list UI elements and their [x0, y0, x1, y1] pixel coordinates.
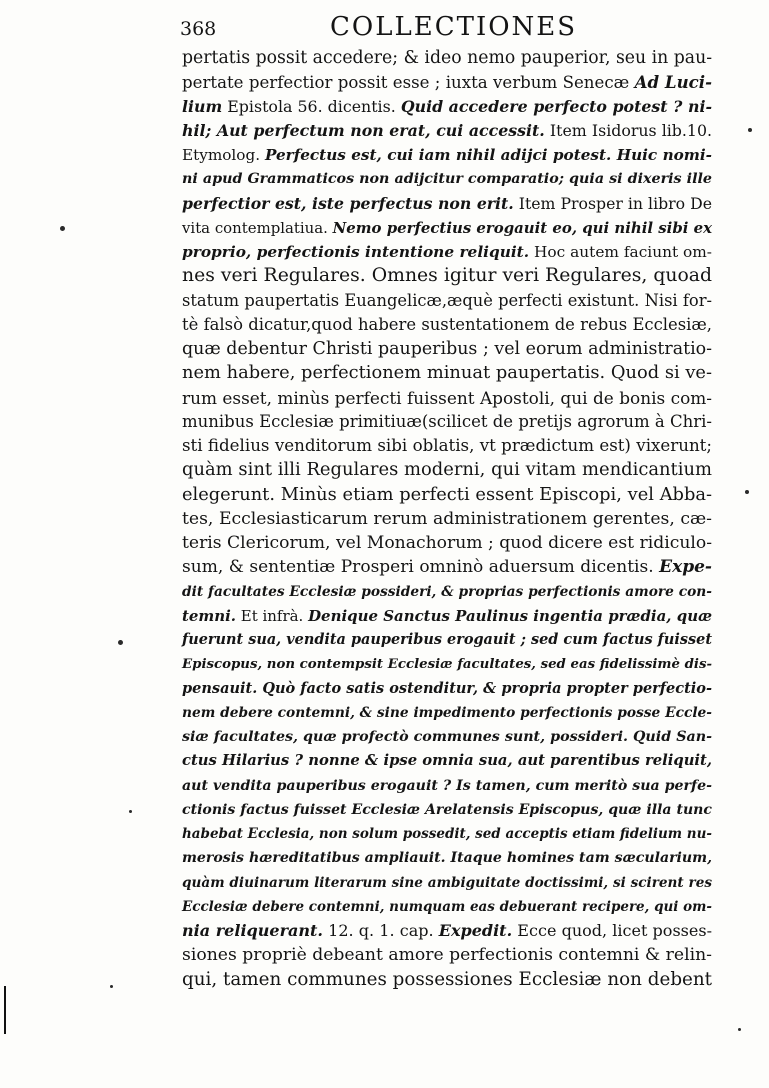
italic-quotation: Perfectus est, cui iam nihil adijci potest. Huic nomi-: [264, 146, 712, 164]
italic-quotation: fuerunt sua, vendita pauperibus erogauit ; sed cum factus fuisset: [182, 631, 712, 648]
text-line: [182, 386, 712, 410]
text-line: [182, 798, 712, 822]
roman-text: tes, Ecclesiasticarum rerum administrationem gerentes, cæ-: [182, 508, 712, 529]
italic-quotation: nia reliquerant.: [182, 921, 324, 940]
roman-text: tè falsò dicatur,quod habere sustentationem de rebus Ecclesiæ,: [182, 314, 712, 334]
italic-quotation: Quò facto satis ostenditur, & propria propter perfectio-: [257, 679, 712, 697]
italic-quotation: ctus Hilarius ? nonne & ipse omnia sua, aut parentibus reliquit,: [182, 752, 712, 770]
roman-text: Epistola 56. dicentis.: [222, 96, 401, 116]
text-line: [182, 968, 712, 992]
text-line: [182, 143, 712, 167]
text-line: [182, 95, 712, 119]
text-line: [182, 167, 712, 191]
text-line: [182, 774, 712, 798]
page-number: 368: [180, 18, 217, 40]
italic-quotation: Ecclesiæ debere contemni, numquam eas debuerant recipere, qui om-: [182, 898, 712, 915]
scan-edge-mark: [4, 986, 6, 1034]
roman-text: qui, tamen communes possessiones Ecclesiæ non debent: [182, 968, 712, 990]
roman-text: statum paupertatis Euangelicæ,æquè perfecti existunt. Nisi for-: [182, 290, 712, 310]
roman-text: pertatis possit accedere; & ideo nemo pauperior, seu in pau-: [182, 48, 713, 68]
italic-quotation: ni apud Grammaticos non adijcitur comparatio; quia si dixeris ille: [182, 171, 712, 188]
text-line: [182, 555, 712, 579]
italic-quotation: ctionis factus fuisset Ecclesiæ Arelatensis Episcopus, quæ illa tunc: [182, 801, 712, 818]
text-line: [182, 604, 712, 628]
italic-quotation: Quid accedere perfecto potest ? ni-: [400, 96, 713, 116]
text-line: [182, 192, 712, 216]
text-line: [182, 483, 712, 507]
running-head: COLLECTIONES: [330, 12, 578, 42]
italic-quotation: merosis hæreditatibus ampliauit. Itaque homines tam sæcularium,: [182, 850, 712, 867]
italic-quotation: perfectior est, iste perfectus non erit.: [182, 193, 514, 213]
scan-speck: [748, 128, 752, 132]
roman-text: sti fidelius venditorum sibi oblatis, vt prædictum est) vixerunt;: [182, 436, 712, 455]
scan-speck: [60, 226, 65, 231]
text-line: [182, 531, 712, 555]
text-line: [182, 264, 712, 288]
text-line: [182, 895, 712, 919]
roman-text: 12. q. 1. cap.: [323, 921, 439, 940]
italic-quotation: Ad Luci-: [634, 72, 712, 93]
roman-text: elegerunt. Minùs etiam perfecti essent Episcopi, vel Abba-: [182, 483, 712, 505]
italic-quotation: Denique Sanctus Paulinus ingentia prædia, quæ: [308, 606, 713, 625]
roman-text: quæ debentur Christi pauperibus ; vel eorum administratio-: [182, 339, 712, 359]
text-line: [182, 313, 712, 337]
text-line: [182, 289, 712, 313]
italic-quotation: dit facultates Ecclesiæ possideri, & proprias perfectionis amore con-: [182, 583, 712, 600]
roman-text: nes veri Regulares. Omnes igitur veri Regulares, quoad: [182, 265, 712, 287]
roman-text: Ecce quod, licet posses-: [512, 921, 712, 940]
text-line: [182, 507, 712, 531]
text-line: [182, 919, 712, 943]
italic-quotation: habebat Ecclesia, non solum possedit, sed acceptis etiam fidelium nu-: [182, 826, 712, 842]
roman-text: Hoc autem faciunt om-: [529, 243, 712, 261]
roman-text: nem habere, perfectionem minuat paupertatis. Quod si ve-: [182, 362, 712, 384]
scan-speck: [110, 985, 113, 988]
scan-speck: [738, 1028, 741, 1031]
roman-text: munibus Ecclesiæ primitiuæ(scilicet de pretijs agrorum à Chri-: [182, 411, 712, 431]
text-line: [182, 119, 712, 143]
text-line: [182, 628, 712, 652]
roman-text: teris Clericorum, vel Monachorum ; quod dicere est ridiculo-: [182, 533, 713, 553]
scan-speck: [129, 810, 132, 813]
roman-text: Etymolog.: [182, 146, 265, 164]
text-line: [182, 458, 712, 482]
italic-quotation: quàm diuinarum literarum sine ambiguitate doctissimi, si scirent res: [182, 874, 712, 891]
roman-text: Item Isidorus lib.10.: [544, 120, 712, 140]
roman-text: vita contemplatiua.: [182, 218, 333, 237]
text-line: [182, 677, 712, 701]
italic-quotation: proprio, perfectionis intentione reliquit.: [182, 243, 530, 261]
scan-speck: [745, 490, 749, 494]
italic-quotation: lium: [182, 96, 223, 116]
text-line: [182, 580, 712, 604]
italic-quotation: nem debere contemni, & sine impedimento perfectionis posse Eccle-: [182, 704, 712, 721]
text-line: [182, 822, 712, 846]
italic-quotation: hil; Aut perfectum non erat, cui accessit.: [182, 120, 545, 140]
text-line: [182, 749, 712, 773]
italic-quotation: Expe-: [659, 557, 712, 578]
scan-speck: [118, 640, 123, 645]
italic-quotation: Quid San-: [627, 729, 712, 745]
roman-text: pertate perfectior possit esse ; iuxta verbum Senecæ: [182, 73, 635, 93]
text-line: [182, 652, 712, 676]
text-line: [182, 337, 712, 361]
roman-text: Item Prosper in libro De: [513, 193, 712, 213]
text-line: [182, 46, 712, 70]
text-line: [182, 70, 712, 94]
text-line: [182, 361, 712, 385]
italic-quotation: pensauit.: [182, 679, 258, 697]
italic-quotation: Expedit.: [438, 921, 513, 940]
text-line: [182, 701, 712, 725]
text-line: [182, 871, 712, 895]
roman-text: siones propriè debeant amore perfectionis contemni & relin-: [182, 945, 712, 966]
italic-quotation: aut vendita pauperibus erogauit ? Is tamen, cum meritò sua perfe-: [182, 777, 712, 794]
roman-text: sum, & sententiæ Prosperi omninò aduersum dicentis.: [182, 557, 660, 578]
italic-quotation: Episcopus, non contempsit Ecclesiæ facultates, sed eas fidelissimè dis-: [182, 656, 712, 673]
text-line: [182, 240, 712, 264]
italic-quotation: siæ facultates, quæ profectò communes sunt, possideri.: [182, 729, 628, 745]
text-line: [182, 410, 712, 434]
body-text: [182, 46, 712, 992]
text-line: [182, 943, 712, 967]
italic-quotation: Nemo perfectius erogauit eo, qui nihil sibi ex: [332, 218, 712, 237]
italic-quotation: temni.: [182, 606, 237, 625]
roman-text: quàm sint illi Regulares moderni, qui vitam mendicantium: [182, 459, 712, 481]
text-line: [182, 725, 712, 749]
text-line: [182, 846, 712, 870]
roman-text: rum esset, minùs perfecti fuissent Apostoli, qui de bonis com-: [182, 387, 712, 408]
text-line: [182, 434, 712, 458]
text-line: [182, 216, 712, 240]
roman-text: Et infrà.: [236, 606, 309, 625]
